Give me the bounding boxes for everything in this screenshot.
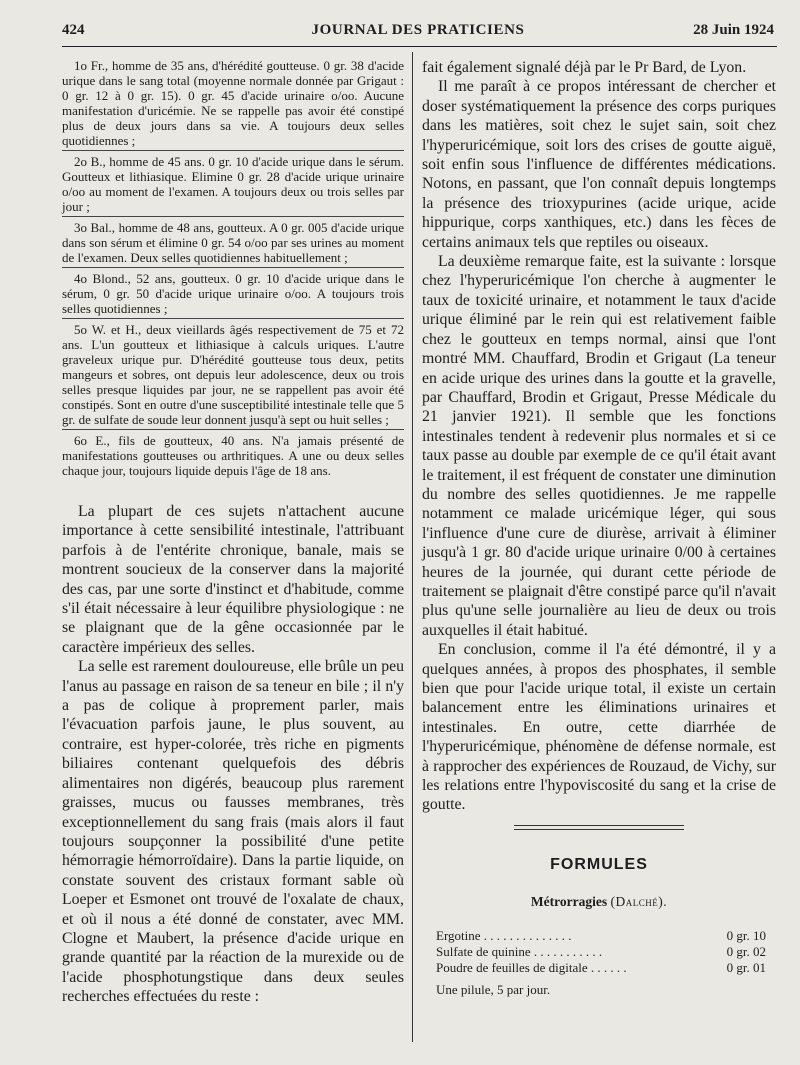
case-divider: [62, 429, 404, 430]
body-paragraph: La selle est rarement douloureuse, elle brûle un peu l'anus au passage en raison de sa teneur en bile ; il n'y a pas de colique à proprement parler, mais l'évacuation parfois jaune, le plus souvent, au contraire, est hyper-colorée, très riche en pigments biliaires contenant quelquefois des débris alimentaires non digérés, beaucoup plus rarement graisses, mucus ou fausses membranes, très exceptionnellement du sang frais (mais alors il faut toujours soupçonner la possibilité d'une petite hémorragie hémorroïdaire). Dans la partie liquide, on constate souvent des cristaux formant sable où Loeper et Esmonet ont trouvé de l'oxalate de chaux, et où il nous a été donné de constater, avec MM. Clogne et Maubert, la présence d'acide urique en grande quantité par la réaction de la murexide ou de l'acide phosphotungstique dans deux seules recherches effectuées du reste :: [62, 658, 404, 1006]
body-paragraph: Il me paraît à ce propos intéressant de chercher et doser systématiquement la présence des corps puriques dans les matières, soit chez le sujet sain, soit chez l'hyperuricémique, soit lors des crises de goutte aiguë, soit enfin sous l'influence de différentes médications. Notons, en passant, que l'on connaît depuis longtemps la présence des trioxypurines (acide urique, acide hippurique, corps xanthiques, etc.) dans les fèces de certains animaux tels que reptiles ou oiseaux.: [422, 78, 776, 251]
recipe-name: Métrorragies: [530, 893, 608, 909]
ingredient-name: Poudre de feuilles de digitale . . . . . .: [436, 959, 627, 975]
case-item: 5o W. et H., deux vieillards âgés respectivement de 75 et 72 ans. L'un goutteux et lithiasique à calculs uriques. L'autre graveleux urique pur. D'hérédité goutteuse tous deux, petits mangeurs et sobres, ont depuis leur adolescence, deux ou trois selles presque liquides par jour, ne se rappellent pas avoir été constipés. Sont en outre d'une susceptibilité intestinale telle que 5 gr. de sulfate de soude leur donnent jusqu'à sept ou huit selles ;: [62, 322, 404, 427]
journal-title: JOURNAL DES PRATICIENS: [311, 22, 525, 38]
case-divider: [62, 318, 404, 319]
section-divider: [514, 825, 684, 830]
ingredient-name: Ergotine . . . . . . . . . . . . . .: [436, 927, 572, 943]
case-divider: [62, 150, 404, 151]
formules-title: FORMULES: [550, 855, 648, 873]
body-paragraph: fait également signalé déjà par le Pr Bard, de Lyon.: [422, 59, 747, 76]
ingredient-dose: 0 gr. 10: [726, 927, 766, 943]
body-paragraph: La plupart de ces sujets n'attachent aucune importance à cette sensibilité intestinale, l'attribuant parfois à de l'entérite chronique, banale, mais se montrent soucieux de la conserver dans la majorité des cas, par une sorte d'instinct et d'habitude, comme s'il était nécessaire à leur équilibre physiologique : ne se plaignant que de la gêne occasionnée par le caractère impérieux des selles.: [62, 503, 404, 656]
header-rule: [62, 46, 777, 47]
ingredient-row: [436, 960, 766, 976]
page-number: 424: [62, 22, 85, 38]
body-paragraph: En conclusion, comme il l'a été démontré, il y a quelques années, à propos des phosphates, il semble bien que pour l'acide urique total, il existe un certain balancement entre les éliminations urinaires et intestinales. En outre, cette diarrhée de l'hyperuricémique, phénomène de défense normale, est à rapprocher des expériences de Rouzaud, de Vichy, sur les relations entre l'hypoviscosité du sang et la crise de goutte.: [422, 641, 776, 814]
case-item: 2o B., homme de 45 ans. 0 gr. 10 d'acide urique dans le sérum. Goutteux et lithiasique. Elimine 0 gr. 28 d'acide urique urinaire o/oo au moment de l'examen. A toujours deux ou trois selles par jour ;: [62, 154, 404, 214]
body-paragraph: La deuxième remarque faite, est la suivante : lorsque chez l'hyperuricémique l'on cherche à augmenter le taux de toxicité urinaire, et notamment le taux d'acide urique éliminé par le rein qui est relativement faible chez le goutteux en temps normal, ainsi que l'ont montré MM. Chauffard, Brodin et Grigaut (La teneur en acide urique des urines dans la goutte et la gravelle, par Chauffard, Brodin et Grigaut, Presse Médicale du 21 janvier 1921). Il semble que les fonctions intestinales tendent à redevenir plus normales et si ce taux passe au double par exemple de ce qu'il était avant le traitement, il est fréquent de constater une diminution du nombre des selles quotidiennes. Je me rappelle notamment ce malade uricémique léger, qui sous l'influence d'une cure de diurèse, arrivait à éliminer jusqu'à 1 gr. 80 d'acide urique urinaire 0/00 à certaines heures de la journée, qui durant cette période de traitement se plaignait d'être constipé parce qu'il n'avait plus qu'une selle journalière au lieu de deux ou trois auxquelles il était habitué.: [422, 253, 777, 639]
right-column: [422, 58, 776, 998]
dosage-note: Une pilule, 5 par jour.: [436, 981, 551, 997]
issue-date: 28 Juin 1924: [693, 22, 774, 38]
case-divider: [62, 216, 404, 217]
ingredient-dose: 0 gr. 01: [726, 959, 766, 975]
ingredient-row: [436, 944, 766, 960]
column-divider: [412, 52, 413, 1042]
case-item: 3o Bal., homme de 48 ans, goutteux. A 0 gr. 005 d'acide urique dans son sérum et élimine 0 gr. 54 o/oo par ses urines au moment de l'examen. Deux selles quotidiennes habituellement ;: [62, 220, 404, 265]
left-column: [62, 58, 404, 1007]
ingredient-dose: 0 gr. 02: [726, 943, 766, 959]
case-item: 6o E., fils de goutteux, 40 ans. N'a jamais présenté de manifestations goutteuses ou arthritiques. A une ou deux selles chaque jour, toujours liquide depuis l'âge de 18 ans.: [62, 433, 404, 478]
case-item: 4o Blond., 52 ans, goutteux. 0 gr. 10 d'acide urique dans le sérum, 0 gr. 50 d'acide urique urinaire o/oo. A toujours trois selles quotidiennes ;: [62, 271, 404, 316]
case-item: 1o Fr., homme de 35 ans, d'hérédité goutteuse. 0 gr. 38 d'acide urique dans le sang total (moyenne normale donnée par Grigaut : 0 gr. 12 à 0 gr. 15). 0 gr. 45 d'acide urinaire o/oo. Aucune manifestation d'uricémie. Ne se rappelle pas avoir été constipé plus de deux jours dans sa vie. A toujours deux selles quotidiennes ;: [62, 58, 404, 148]
ingredient-name: Sulfate de quinine . . . . . . . . . . .: [436, 943, 603, 959]
page-header: [62, 22, 774, 44]
recipe-author: (Dalché).: [610, 893, 668, 909]
formules-subtitle: [422, 894, 776, 910]
ingredient-row: [436, 928, 766, 944]
case-divider: [62, 267, 404, 268]
